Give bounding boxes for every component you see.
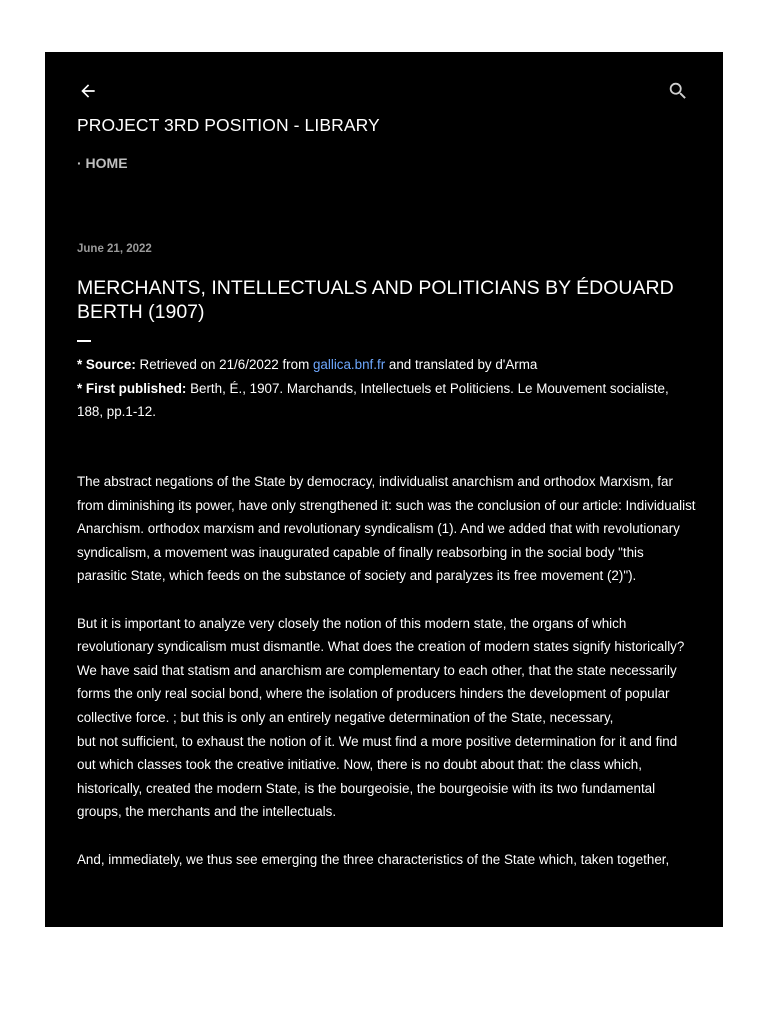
search-button[interactable] xyxy=(665,78,691,104)
post-meta xyxy=(77,353,692,424)
paragraph: And, immediately, we thus see emerging the three characteristics of the State which, taken together, xyxy=(77,851,670,867)
paragraph: The abstract negations of the State by democracy, individualist anarchism and orthodox Marxism, far from diminishing its power, have only strengthened it: such was the conclusion of our article: Individualist Anarchism. orthodox marxism and revolutionary syndicalism (1). And we added that with revolutionary syndicalism, a movement was inaugurated capable of finally reabsorbing in the social body "this parasitic State, which feeds on the substance of society and paralyzes its free movement (2)"). xyxy=(77,474,696,584)
source-label: * Source: xyxy=(77,357,136,372)
source-text-pre: Retrieved on 21/6/2022 from xyxy=(135,357,313,372)
paragraph: But it is important to analyze very closely the notion of this modern state, the organs of which revolutionary syndicalism must dismantle. What does the creation of modern states signify historically? We have said that statism and anarchism are complementary to each other, that the state necessarily forms the only real social bond, where the isolation of producers hinders the development of popular collective force. ; but this is only an entirely negative determination of the State, necessary, xyxy=(77,615,685,725)
nav-home-link[interactable]: · HOME xyxy=(77,155,128,171)
back-button[interactable] xyxy=(75,78,101,104)
post-date: June 21, 2022 xyxy=(77,243,152,255)
title-divider xyxy=(77,340,91,342)
post-title: MERCHANTS, INTELLECTUALS AND POLITICIANS BY ÉDOUARD BERTH (1907) xyxy=(77,277,674,323)
published-text: Berth, É., 1907. Marchands, Intellectuels et Politiciens. Le Mouvement socialiste, 188, pp.1-12. xyxy=(77,380,669,420)
source-link[interactable]: gallica.bnf.fr xyxy=(312,357,386,372)
post-body xyxy=(77,470,697,895)
site-title-link[interactable]: PROJECT 3RD POSITION - LIBRARY xyxy=(77,115,380,135)
search-icon xyxy=(667,80,689,102)
published-label: * First published: xyxy=(77,380,187,396)
source-line xyxy=(77,353,692,377)
source-text-post: and translated by d'Arma xyxy=(385,357,538,372)
paragraph: but not sufficient, to exhaust the notion of it. We must find a more positive determination for it and find out which classes took the creative initiative. Now, there is no doubt about that: the class which, historically, created the modern State, is the bourgeoisie, the bourgeoisie with its two fundamental groups, the merchants and the intellectuals. xyxy=(77,733,678,820)
arrow-left-icon xyxy=(78,81,98,101)
blog-panel xyxy=(45,52,723,927)
published-line xyxy=(77,377,692,424)
